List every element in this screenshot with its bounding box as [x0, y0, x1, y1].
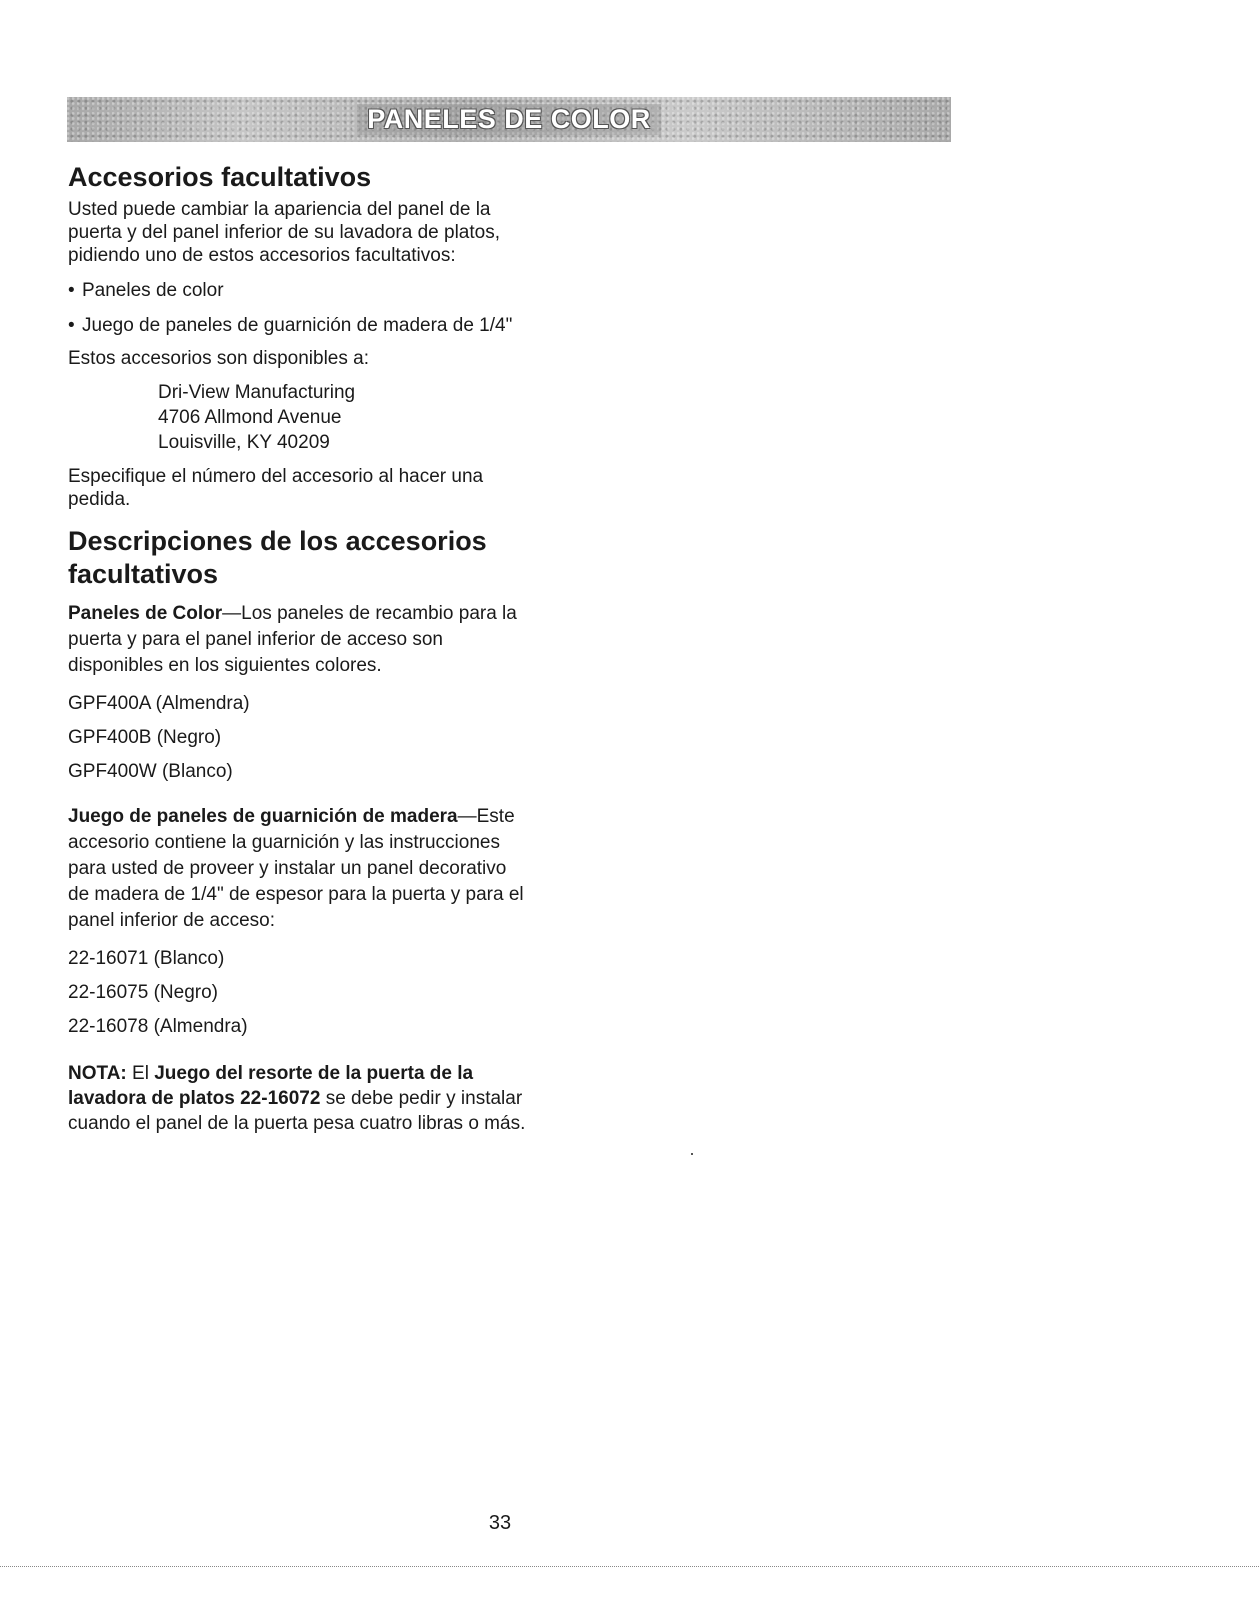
availability-text: Estos accesorios son disponibles a: [68, 348, 369, 369]
supplier-address [158, 380, 528, 455]
heading-accessory-descriptions: Descripciones de los accesorios facultativos [68, 526, 487, 589]
note-paragraph [68, 1061, 528, 1136]
intro-paragraph: Usted puede cambiar la apariencia del panel de la puerta y del panel inferior de su lavadora de platos, pidiendo uno de estos accesorios facultativos: [68, 199, 500, 266]
note-block [68, 1061, 528, 1136]
wood-trim-paragraph [68, 804, 528, 934]
list-item [68, 314, 528, 337]
page-number: 33 [488, 1512, 512, 1534]
heading-optional-accessories: Accesorios facultativos [68, 162, 372, 192]
part-code: 22-16075 (Negro) [68, 982, 218, 1003]
list-item-text: Juego de paneles de guarnición de madera de 1/4" [82, 315, 513, 336]
part-code: GPF400B (Negro) [68, 727, 222, 748]
part-code: GPF400A (Almendra) [68, 693, 250, 714]
color-panels-description [68, 601, 528, 679]
wood-trim-text: —Este accesorio contiene la guarnición y las instrucciones para usted de proveer y instalar un panel decorativo de madera de 1/4" de espesor para la puerta y para el panel inferior de acceso: [68, 806, 524, 931]
banner-title: PANELES DE COLOR [357, 104, 661, 135]
address-city: Louisville, KY 40209 [158, 432, 330, 453]
part-code: 22-16071 (Blanco) [68, 948, 225, 969]
ordering-instructions: Especifique el número del accesorio al hacer una pedida. [68, 466, 484, 510]
bullet-icon: • [68, 315, 75, 336]
note-pre: El [126, 1063, 155, 1084]
page-content [68, 160, 528, 1136]
list-item-text: Paneles de color [82, 280, 224, 301]
color-panels-paragraph [68, 601, 528, 679]
wood-trim-label: Juego de paneles de guarnición de madera [68, 806, 458, 827]
note-label: NOTA: [68, 1063, 127, 1084]
note-bold-text: Juego del resorte de la puerta de la lavadora de platos 22-16072 [68, 1063, 474, 1109]
scan-speck [691, 1153, 693, 1155]
address-name: Dri-View Manufacturing [158, 382, 356, 403]
wood-trim-description [68, 804, 528, 934]
part-code: 22-16078 (Almendra) [68, 1016, 248, 1037]
color-panels-label: Paneles de Color [68, 603, 223, 624]
section-banner [67, 97, 951, 142]
list-item [68, 279, 528, 302]
color-panels-text: —Los paneles de recambio para la puerta y para el panel inferior de acceso son disponibles en los siguientes colores. [68, 603, 517, 676]
address-street: 4706 Allmond Avenue [158, 407, 342, 428]
bottom-rule [0, 1566, 1259, 1567]
bullet-icon: • [68, 280, 75, 301]
note-post: se debe pedir y instalar cuando el panel de la puerta pesa cuatro libras o más. [68, 1088, 526, 1134]
part-code: GPF400W (Blanco) [68, 761, 233, 782]
